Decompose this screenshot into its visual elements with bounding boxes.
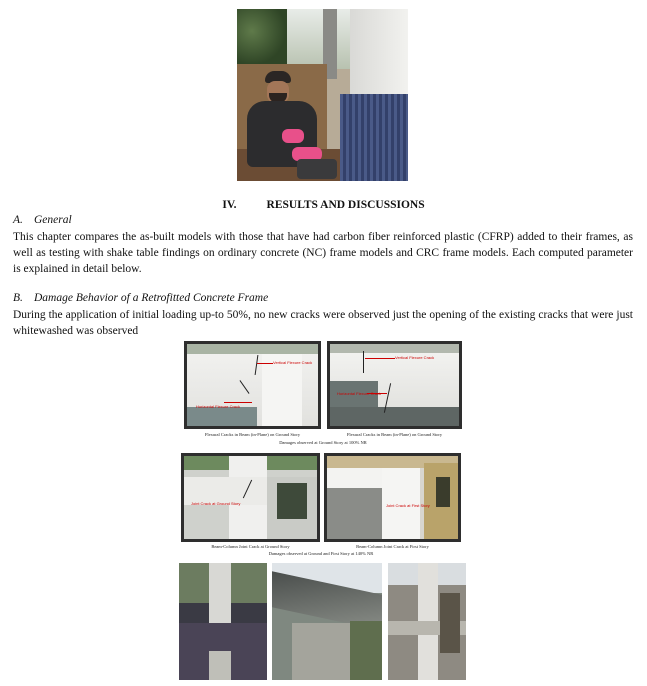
beam-crack-photo-left — [184, 341, 321, 429]
row1-right-caption: Flexural Cracks in Beam (in-Plane) on Ground Story — [346, 432, 443, 437]
section-title: RESULTS AND DISCUSSIONS — [266, 199, 425, 211]
joint-crack-label-first: Joint Crack at First Story — [386, 503, 430, 508]
row1-left-caption: Flexural Cracks in Beam (in-Plane) on Ground Story — [204, 432, 301, 437]
subsection-b-paragraph: During the application of initial loading up-to 50%, no new cracks were observed just the opening of the existing cracks that were just whitewashed was observed — [13, 309, 633, 337]
section-heading — [0, 199, 647, 211]
joint-crack-photo-first — [324, 453, 461, 542]
joint-crack-photo-ground — [181, 453, 320, 542]
subsection-a-paragraph: This chapter compares the as-built models with those that have had carbon fiber reinforced plastic (CFRP) added to their frames, as well as testing with shake table findings on ordinary concrete (NC) frame models and CRC frame models. Each computed parameter is explained in detail below. — [13, 231, 633, 275]
beam-crack-photo-right — [327, 341, 462, 429]
researcher-photo — [237, 9, 408, 181]
column-damage-photo-1 — [179, 563, 267, 680]
horizontal-crack-label-left: Horizontal Flexure Crack — [196, 404, 241, 409]
joint-crack-label-ground: Joint Crack at Ground Story — [191, 501, 241, 506]
subsection-a-heading — [13, 214, 72, 226]
subsection-b-letter: B. — [13, 292, 23, 304]
horizontal-crack-label-right: Horizontal Flexure Crack — [337, 391, 382, 396]
column-damage-photo-2 — [272, 563, 382, 680]
row2-right-caption: Beam-Column Joint Crack at First Story — [356, 544, 429, 549]
subsection-b-heading — [13, 292, 268, 304]
vertical-crack-label-right: Vertical Flexure Crack — [395, 355, 435, 360]
vertical-crack-label-left: Vertical Flexure Crack — [273, 360, 313, 365]
row2-group-caption: Damages observed at Ground and First Story at 140% NR — [268, 551, 374, 556]
row1-group-caption: Damages observed at Ground Story at 100% NR — [279, 440, 367, 445]
subsection-a-title: General — [34, 214, 72, 226]
section-number: IV. — [222, 199, 237, 211]
row2-left-caption: Beam-Column Joint Crack at Ground Story — [211, 544, 290, 549]
subsection-a-letter: A. — [13, 214, 23, 226]
column-damage-photo-3 — [388, 563, 466, 680]
subsection-b-title: Damage Behavior of a Retrofitted Concrete Frame — [34, 292, 269, 304]
